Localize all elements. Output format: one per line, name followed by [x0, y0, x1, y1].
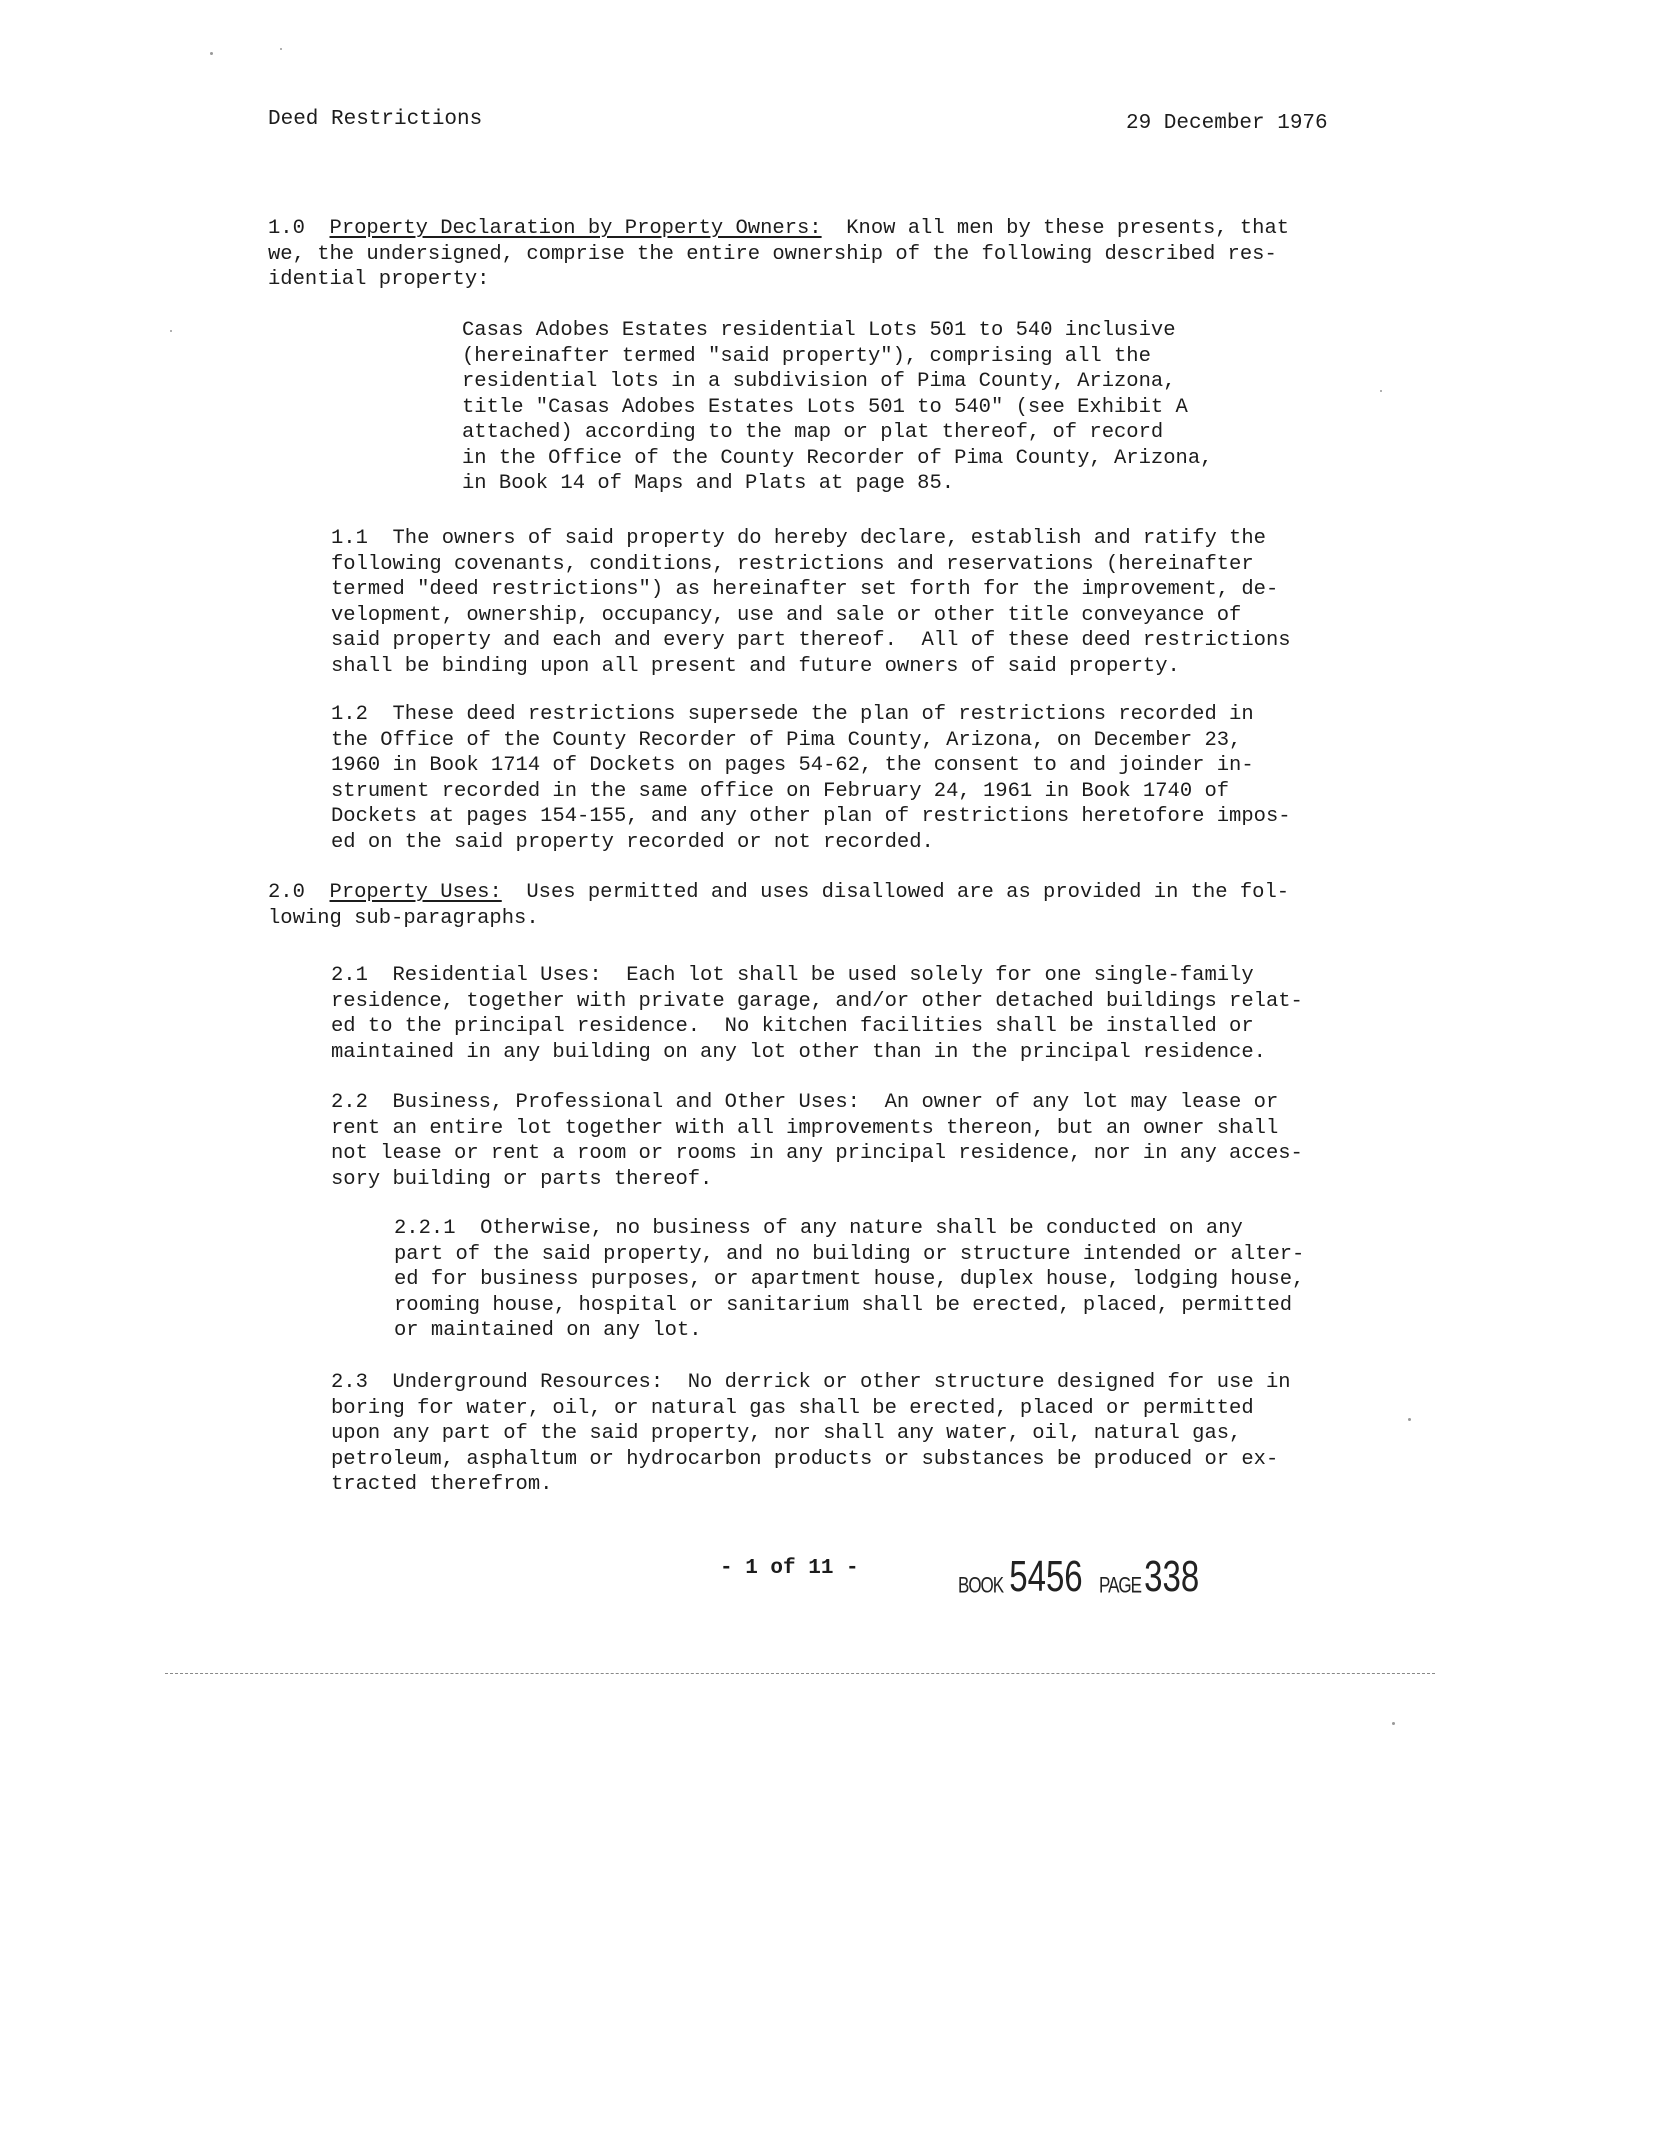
page-bottom-rule [165, 1673, 1435, 1674]
scan-speck [1408, 1418, 1411, 1421]
section-1-0-heading: Property Declaration by Property Owners: [329, 217, 822, 240]
recording-stamp [958, 1552, 1202, 1602]
section-1-0-first-line: Know all men by these presents, that [846, 217, 1290, 240]
section-2-0-heading: Property Uses: [329, 881, 502, 904]
section-1-0-number: 1.0 [268, 217, 305, 240]
stamp-book-number: 5456 [1009, 1552, 1083, 1601]
page-number: - 1 of 11 - [720, 1557, 859, 1580]
section-2-2: 2.2 Business, Professional and Other Uses: An owner of any lot may lease or rent an entire lot together with all improvements thereon, but an owner shall not lease or rent a room or rooms in any principal residence, nor in any acces- sory building or parts thereof. [331, 1091, 1303, 1191]
section-2-0-first-line: Uses permitted and uses disallowed are as provided in the fol- [526, 881, 1290, 904]
section-1-1: 1.1 The owners of said property do hereby declare, establish and ratify the following covenants, conditions, restrictions and reservations (hereinafter termed "deed restrictions") as hereinafter set forth for the improvement, de- velopment, ownership, occupancy, use and sale or other title conveyance of said property and each and every part thereof. All of these deed restrictions shall be binding upon all present and future owners of said property. [331, 527, 1291, 678]
section-2-3: 2.3 Underground Resources: No derrick or other structure designed for use in boring for water, oil, or natural gas shall be erected, placed or permitted upon any part of the said property, nor shall any water, oil, natural gas, petroleum, asphaltum or hydrocarbon products or substances be produced or ex- tracted therefrom. [331, 1371, 1291, 1496]
section-2-0 [268, 880, 1289, 931]
stamp-page-number: 338 [1144, 1552, 1200, 1601]
section-2-2-1: 2.2.1 Otherwise, no business of any nature shall be conducted on any part of the said property, and no building or structure intended or alter- ed for business purposes, or apartment house, duplex house, lodging house, rooming house, hospital or sanitarium shall be erected, placed, permitted or maintained on any lot. [394, 1217, 1305, 1342]
scan-speck [210, 52, 213, 55]
scan-speck [280, 48, 282, 50]
section-2-0-body: lowing sub-paragraphs. [268, 906, 539, 930]
header-date: 29 December 1976 [1126, 112, 1328, 135]
section-1-0 [268, 216, 1289, 293]
stamp-book-label: BOOK [958, 1573, 1004, 1598]
section-1-2: 1.2 These deed restrictions supersede the plan of restrictions recorded in the Office of the County Recorder of Pima County, Arizona, on December 23, 1960 in Book 1714 of Dockets on pages 54-62, the consent to and joinder in- strument recorded in the same office on February 24, 1961 in Book 1740 of Dockets at pages 154-155, and any other plan of restrictions heretofore impos- ed on the said property recorded or not recorded. [331, 703, 1291, 854]
section-2-1: 2.1 Residential Uses: Each lot shall be used solely for one single-family residence, together with private garage, and/or other detached buildings relat- ed to the principal residence. No kitchen facilities shall be installed or maintained in any building on any lot other than in the principal residence. [331, 964, 1303, 1064]
property-description: Casas Adobes Estates residential Lots 501 to 540 inclusive (hereinafter termed "said property"), comprising all the residential lots in a subdivision of Pima County, Arizona, title "Casas Adobes Estates Lots 501 to 540" (see Exhibit A attached) according to the map or plat thereof, of record in the Office of the County Recorder of Pima County, Arizona, in Book 14 of Maps and Plats at page 85. [462, 319, 1213, 495]
section-1-0-body: we, the undersigned, comprise the entire ownership of the following described res- idential property: [268, 242, 1277, 291]
section-2-0-number: 2.0 [268, 881, 305, 904]
header-title: Deed Restrictions [268, 108, 483, 131]
scan-speck [1392, 1722, 1395, 1725]
stamp-page-label: PAGE [1099, 1573, 1141, 1598]
scan-speck [1380, 390, 1382, 392]
scan-speck [170, 330, 172, 332]
